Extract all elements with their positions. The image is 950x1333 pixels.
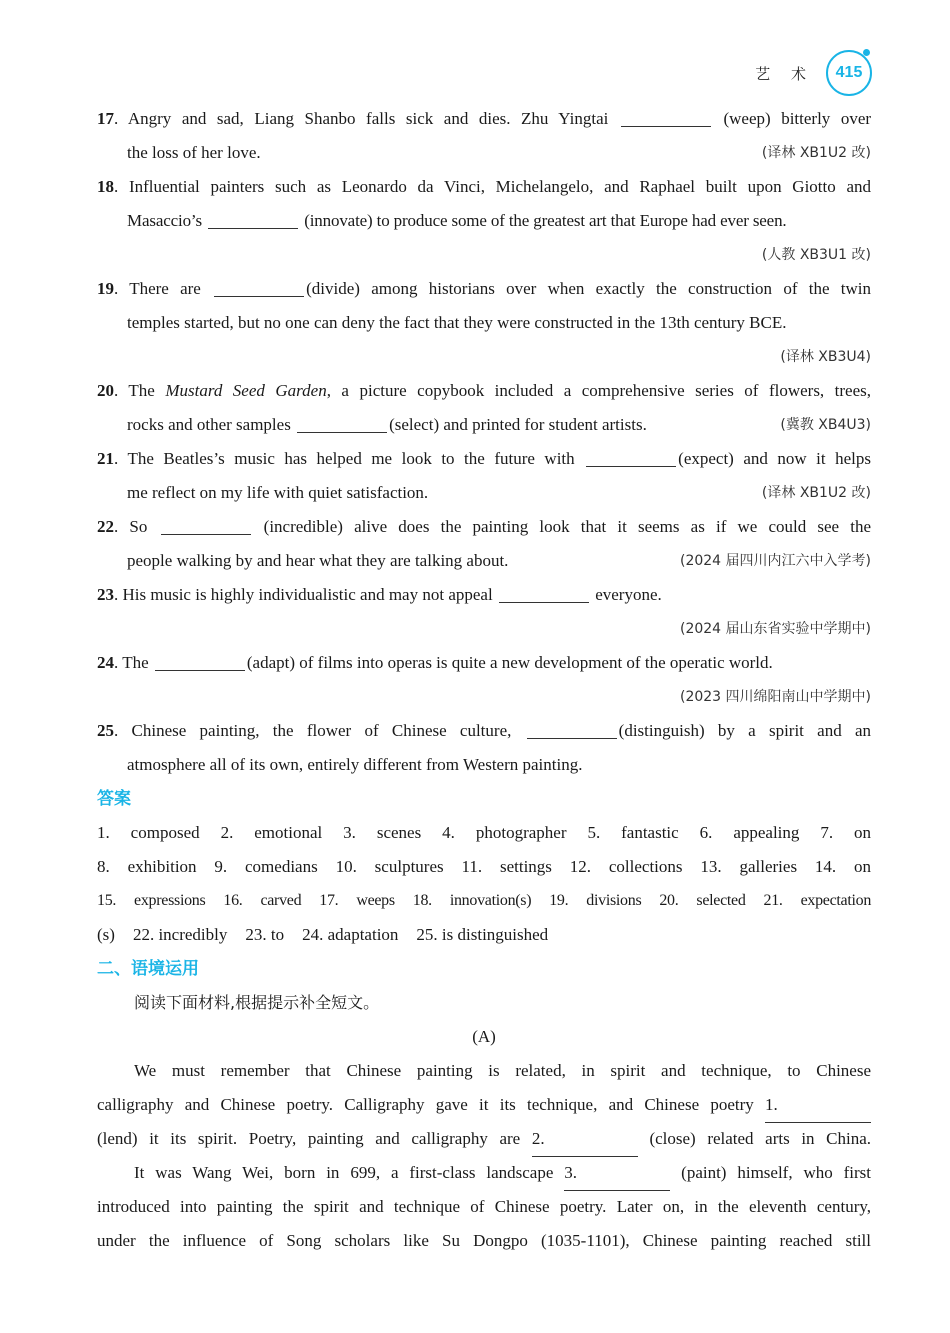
answer-blank-1[interactable]: 1. [765,1088,871,1123]
question-18-line-2: Masaccio’s (innovate) to produce some of the greatest art that Europe had ever seen. [127,211,787,230]
source-note: (人教 XB3U1 改) [761,247,871,263]
question-22-line-2: people walking by and hear what they are talking about. (2024 届四川内江六中入学考) [97,544,871,578]
question-21-line-2: me reflect on my life with quiet satisfaction. (译林 XB1U2 改) [97,476,871,510]
source-note: (2024 届四川内江六中入学考) [679,553,871,569]
question-17-line-1: 17. Angry and sad, Liang Shanbo falls sick and dies. Zhu Yingtai (weep) bitterly over [97,109,872,128]
question-19-line-2: temples started, but no one can deny the fact that they were constructed in the 13th century BCE. [127,313,787,332]
answers-row-3: 15. expressions 16. carved 17. weeps 18. innovation(s) 19. divisions 20. selected 21. expectation [97,892,872,909]
question-22-line-1: 22. So (incredible) alive does the painting look that it seems as if we could see the [97,517,872,536]
source-note: (2023 四川绵阳南山中学期中) [679,689,871,705]
answer-blank[interactable] [527,720,617,739]
question-25-line-2: atmosphere all of its own, entirely different from Western painting. [127,755,583,774]
answers-row-2: 8. exhibition 9. comedians 10. sculptures 11. settings 12. collections 13. galleries 14. on [97,857,872,876]
question-20-line-1: 20. The Mustard Seed Garden, a picture copybook included a comprehensive series of flowers, trees, [97,381,872,400]
passage-a-p2-line-2: introduced into painting the spirit and technique of Chinese poetry. Later on, in the eleventh century, [97,1197,871,1216]
question-17-line-2: the loss of her love. (译林 XB1U2 改) [97,136,871,170]
answer-blank-2[interactable]: 2. [532,1122,638,1157]
section-2-instruction: 阅读下面材料,根据提示补全短文。 [134,993,380,1012]
part-label: (A) [472,1027,496,1046]
answer-blank[interactable] [161,516,251,535]
source-note: (冀教 XB4U3) [780,417,871,433]
header-title: 艺 术 [755,64,814,83]
answer-blank[interactable] [297,414,387,433]
question-23-line-1: 23. His music is highly individualistic and may not appeal everyone. [97,585,662,604]
source-note: (译林 XB1U2 改) [761,145,871,161]
answer-blank[interactable] [586,448,676,467]
page-content [97,102,871,1258]
answer-blank[interactable] [155,652,245,671]
source-note: (译林 XB1U2 改) [761,485,871,501]
answer-blank[interactable] [621,108,711,127]
question-18-line-1: 18. Influential painters such as Leonardo da Vinci, Michelangelo, and Raphael built upon Giotto and [97,177,871,196]
question-19-line-1: 19. There are (divide) among historians over when exactly the construction of the twin [97,279,871,298]
answer-blank-3[interactable]: 3. [564,1156,670,1191]
section-2-heading: 二、语境运用 [97,959,199,979]
passage-a-p1-line-1: We must remember that Chinese painting is related, in spirit and technique, to Chinese [134,1061,871,1080]
badge-dot-icon [863,49,870,56]
page-number-badge [826,50,872,96]
passage-a-p1-line-3: (lend) it its spirit. Poetry, painting and calligraphy are 2. (close) related arts in China. [97,1122,871,1156]
source-note: (2024 届山东省实验中学期中) [679,621,871,637]
answer-blank[interactable] [208,210,298,229]
answer-blank[interactable] [499,584,589,603]
passage-a-p2-line-1: It was Wang Wei, born in 699, a first-class landscape 3. (paint) himself, who first [97,1156,871,1190]
source-note: (译林 XB3U4) [780,349,871,365]
page-number: 415 [835,64,863,81]
passage-a-p2-line-3: under the influence of Song scholars like Su Dongpo (1035-1101), Chinese painting reached still [97,1231,871,1250]
answer-blank[interactable] [214,278,304,297]
page-header [755,50,872,96]
passage-a-p1-line-2: calligraphy and Chinese poetry. Calligraphy gave it its technique, and Chinese poetry 1. [97,1088,871,1122]
question-24-line-1: 24. The (adapt) of films into operas is quite a new development of the operatic world. [97,653,773,672]
answers-heading: 答案 [97,789,131,809]
question-25-line-1: 25. Chinese painting, the flower of Chinese culture, (distinguish) by a spirit and an [97,721,872,740]
answers-row-4: (s) 22. incredibly 23. to 24. adaptation 25. is distinguished [97,925,549,944]
question-20-line-2: rocks and other samples (select) and printed for student artists. (冀教 XB4U3) [97,408,871,442]
question-21-line-1: 21. The Beatles’s music has helped me look to the future with (expect) and now it helps [97,449,871,468]
answers-row-1: 1. composed 2. emotional 3. scenes 4. photographer 5. fantastic 6. appealing 7. on [97,823,872,842]
